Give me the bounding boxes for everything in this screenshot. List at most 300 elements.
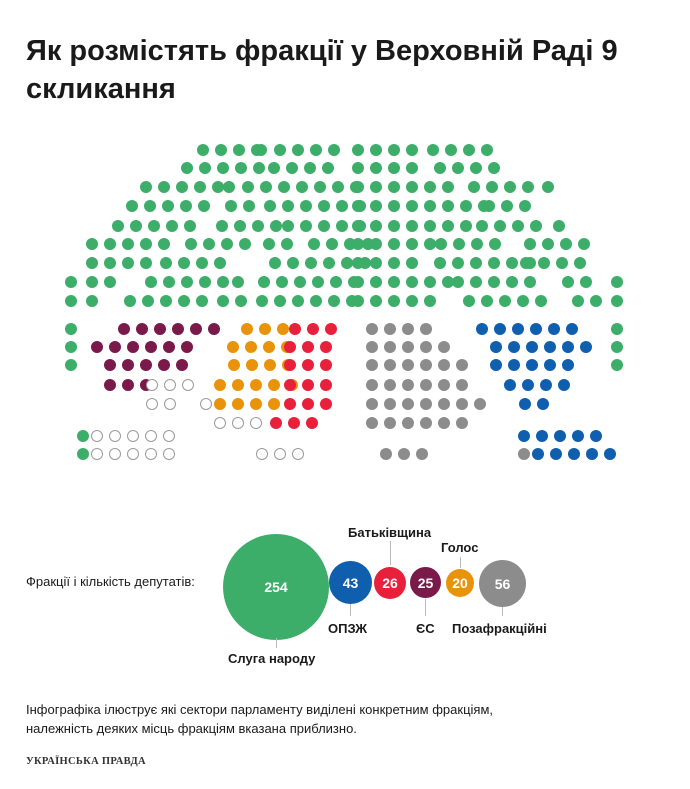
seat-sluha bbox=[434, 162, 446, 174]
seat-batkivshchyna bbox=[307, 323, 319, 335]
seat-opzzh bbox=[568, 448, 580, 460]
seat-sluha bbox=[488, 257, 500, 269]
seat-sluha bbox=[176, 181, 188, 193]
seat-sluha bbox=[178, 257, 190, 269]
seat-es bbox=[140, 359, 152, 371]
seat-sluha bbox=[221, 238, 233, 250]
seat-pozafraktsiini bbox=[366, 359, 378, 371]
seat-sluha bbox=[308, 238, 320, 250]
seat-sluha bbox=[252, 220, 264, 232]
seat-sluha bbox=[481, 144, 493, 156]
seat-sluha bbox=[122, 257, 134, 269]
seat-opzzh bbox=[554, 430, 566, 442]
seat-unassigned bbox=[200, 398, 212, 410]
seat-sluha bbox=[322, 162, 334, 174]
tick-opzzh bbox=[350, 604, 351, 616]
seat-sluha bbox=[506, 257, 518, 269]
seat-opzzh bbox=[526, 341, 538, 353]
seat-sluha bbox=[460, 200, 472, 212]
seat-sluha bbox=[388, 276, 400, 288]
seat-batkivshchyna bbox=[284, 398, 296, 410]
seat-sluha bbox=[197, 144, 209, 156]
seat-sluha bbox=[256, 295, 268, 307]
seat-sluha bbox=[86, 276, 98, 288]
seat-opzzh bbox=[504, 379, 516, 391]
seat-sluha bbox=[268, 162, 280, 174]
seat-pozafraktsiini bbox=[384, 341, 396, 353]
seat-opzzh bbox=[494, 323, 506, 335]
seat-sluha bbox=[196, 257, 208, 269]
seat-es bbox=[104, 359, 116, 371]
seat-opzzh bbox=[590, 430, 602, 442]
seat-batkivshchyna bbox=[306, 417, 318, 429]
seat-pozafraktsiini bbox=[420, 379, 432, 391]
seat-opzzh bbox=[536, 430, 548, 442]
seat-sluha bbox=[292, 144, 304, 156]
tick-sluha bbox=[276, 638, 277, 648]
seat-sluha bbox=[196, 295, 208, 307]
seat-sluha bbox=[427, 144, 439, 156]
seat-sluha bbox=[216, 220, 228, 232]
seat-sluha bbox=[424, 220, 436, 232]
seat-opzzh bbox=[508, 359, 520, 371]
seat-sluha bbox=[300, 220, 312, 232]
seat-sluha bbox=[471, 238, 483, 250]
bubble-label-sluha: Слуга народу bbox=[228, 651, 316, 666]
seat-es bbox=[91, 341, 103, 353]
tick-es bbox=[425, 599, 426, 616]
seat-sluha bbox=[233, 144, 245, 156]
seat-opzzh bbox=[540, 379, 552, 391]
seat-sluha bbox=[388, 144, 400, 156]
seat-sluha bbox=[463, 295, 475, 307]
seat-es bbox=[109, 341, 121, 353]
seat-unassigned bbox=[182, 379, 194, 391]
seat-sluha bbox=[424, 276, 436, 288]
seat-batkivshchyna bbox=[302, 379, 314, 391]
seat-sluha bbox=[215, 144, 227, 156]
seat-sluha bbox=[158, 181, 170, 193]
seat-opzzh bbox=[537, 398, 549, 410]
seat-holos bbox=[259, 323, 271, 335]
seat-unassigned bbox=[274, 448, 286, 460]
seat-sluha bbox=[406, 200, 418, 212]
seat-sluha bbox=[538, 257, 550, 269]
seat-sluha bbox=[178, 295, 190, 307]
seat-sluha bbox=[77, 448, 89, 460]
seat-sluha bbox=[294, 276, 306, 288]
seat-unassigned bbox=[127, 430, 139, 442]
seat-pozafraktsiini bbox=[384, 379, 396, 391]
bubble-batkivshchyna bbox=[374, 567, 406, 599]
seat-sluha bbox=[481, 295, 493, 307]
seat-sluha bbox=[140, 257, 152, 269]
seat-pozafraktsiini bbox=[420, 359, 432, 371]
seat-sluha bbox=[328, 295, 340, 307]
seat-opzzh bbox=[604, 448, 616, 460]
seat-sluha bbox=[522, 181, 534, 193]
seat-sluha bbox=[442, 200, 454, 212]
seat-sluha bbox=[370, 276, 382, 288]
seat-sluha bbox=[424, 295, 436, 307]
seat-sluha bbox=[142, 295, 154, 307]
seat-opzzh bbox=[562, 359, 574, 371]
seat-opzzh bbox=[544, 359, 556, 371]
seat-sluha bbox=[336, 220, 348, 232]
seat-holos bbox=[268, 379, 280, 391]
seat-sluha bbox=[264, 200, 276, 212]
seat-batkivshchyna bbox=[320, 379, 332, 391]
seat-opzzh bbox=[508, 341, 520, 353]
bubble-label-holos: Голос bbox=[441, 540, 479, 555]
seat-sluha bbox=[370, 200, 382, 212]
seat-sluha bbox=[258, 276, 270, 288]
seat-opzzh bbox=[490, 341, 502, 353]
seat-holos bbox=[268, 398, 280, 410]
seat-sluha bbox=[611, 295, 623, 307]
seat-es bbox=[118, 323, 130, 335]
seat-sluha bbox=[560, 238, 572, 250]
seat-sluha bbox=[253, 162, 265, 174]
seat-sluha bbox=[611, 276, 623, 288]
seat-sluha bbox=[184, 220, 196, 232]
seat-sluha bbox=[468, 181, 480, 193]
seat-pozafraktsiini bbox=[438, 379, 450, 391]
seat-sluha bbox=[217, 295, 229, 307]
seat-holos bbox=[264, 359, 276, 371]
seat-es bbox=[181, 341, 193, 353]
seat-holos bbox=[227, 341, 239, 353]
seating-chart bbox=[0, 130, 690, 480]
seat-sluha bbox=[300, 200, 312, 212]
seat-sluha bbox=[406, 162, 418, 174]
seat-unassigned bbox=[164, 398, 176, 410]
seat-sluha bbox=[424, 181, 436, 193]
seat-pozafraktsiini bbox=[366, 379, 378, 391]
seat-batkivshchyna bbox=[320, 398, 332, 410]
seat-pozafraktsiini bbox=[384, 417, 396, 429]
seat-sluha bbox=[234, 220, 246, 232]
seat-sluha bbox=[524, 276, 536, 288]
seat-pozafraktsiini bbox=[366, 341, 378, 353]
seat-sluha bbox=[255, 144, 267, 156]
seat-sluha bbox=[235, 295, 247, 307]
seat-pozafraktsiini bbox=[402, 359, 414, 371]
seat-batkivshchyna bbox=[325, 323, 337, 335]
seat-unassigned bbox=[163, 448, 175, 460]
seat-opzzh bbox=[544, 341, 556, 353]
seat-holos bbox=[232, 379, 244, 391]
bubble-pozafraktsiini bbox=[479, 560, 526, 607]
seat-batkivshchyna bbox=[288, 417, 300, 429]
seat-sluha bbox=[352, 238, 364, 250]
seat-sluha bbox=[145, 276, 157, 288]
seat-unassigned bbox=[109, 448, 121, 460]
seat-pozafraktsiini bbox=[420, 323, 432, 335]
seat-es bbox=[158, 359, 170, 371]
seat-sluha bbox=[65, 359, 77, 371]
seat-pozafraktsiini bbox=[402, 417, 414, 429]
seat-sluha bbox=[185, 238, 197, 250]
seat-pozafraktsiini bbox=[420, 417, 432, 429]
seat-sluha bbox=[274, 144, 286, 156]
seat-unassigned bbox=[146, 398, 158, 410]
seat-sluha bbox=[318, 200, 330, 212]
seat-pozafraktsiini bbox=[438, 359, 450, 371]
seat-sluha bbox=[572, 295, 584, 307]
seat-sluha bbox=[318, 220, 330, 232]
seat-sluha bbox=[370, 238, 382, 250]
seat-es bbox=[176, 359, 188, 371]
seat-sluha bbox=[242, 181, 254, 193]
seat-opzzh bbox=[518, 430, 530, 442]
seat-sluha bbox=[160, 295, 172, 307]
seat-opzzh bbox=[526, 359, 538, 371]
seat-sluha bbox=[370, 162, 382, 174]
seat-unassigned bbox=[145, 430, 157, 442]
seat-sluha bbox=[506, 276, 518, 288]
seat-sluha bbox=[488, 276, 500, 288]
seat-sluha bbox=[282, 200, 294, 212]
seat-sluha bbox=[323, 257, 335, 269]
seat-sluha bbox=[452, 257, 464, 269]
seat-sluha bbox=[452, 162, 464, 174]
seat-sluha bbox=[140, 238, 152, 250]
seat-sluha bbox=[388, 200, 400, 212]
seat-sluha bbox=[406, 238, 418, 250]
bubble-value-holos: 20 bbox=[452, 575, 468, 591]
seat-pozafraktsiini bbox=[438, 341, 450, 353]
seat-sluha bbox=[292, 295, 304, 307]
seat-sluha bbox=[235, 162, 247, 174]
seat-sluha bbox=[370, 295, 382, 307]
seat-sluha bbox=[512, 220, 524, 232]
seat-sluha bbox=[580, 276, 592, 288]
seat-sluha bbox=[232, 276, 244, 288]
seat-es bbox=[104, 379, 116, 391]
seat-sluha bbox=[494, 220, 506, 232]
seat-sluha bbox=[239, 238, 251, 250]
seat-sluha bbox=[274, 295, 286, 307]
seat-unassigned bbox=[214, 417, 226, 429]
seat-opzzh bbox=[548, 323, 560, 335]
seat-sluha bbox=[304, 162, 316, 174]
seat-pozafraktsiini bbox=[420, 341, 432, 353]
seat-holos bbox=[250, 379, 262, 391]
seat-sluha bbox=[65, 323, 77, 335]
seat-sluha bbox=[442, 181, 454, 193]
seat-sluha bbox=[65, 341, 77, 353]
seat-pozafraktsiini bbox=[384, 323, 396, 335]
seat-sluha bbox=[488, 162, 500, 174]
seat-batkivshchyna bbox=[302, 359, 314, 371]
seat-sluha bbox=[330, 276, 342, 288]
seat-sluha bbox=[434, 257, 446, 269]
seat-batkivshchyna bbox=[320, 341, 332, 353]
seat-holos bbox=[277, 323, 289, 335]
seat-unassigned bbox=[146, 379, 158, 391]
seat-sluha bbox=[104, 238, 116, 250]
seat-sluha bbox=[388, 220, 400, 232]
seat-sluha bbox=[287, 257, 299, 269]
seat-pozafraktsiini bbox=[518, 448, 530, 460]
seat-holos bbox=[263, 341, 275, 353]
seat-sluha bbox=[104, 276, 116, 288]
seat-sluha bbox=[332, 181, 344, 193]
seat-sluha bbox=[553, 220, 565, 232]
seat-sluha bbox=[611, 341, 623, 353]
seat-pozafraktsiini bbox=[366, 398, 378, 410]
seat-sluha bbox=[542, 238, 554, 250]
infographic-note: Інфографіка ілюструє які сектори парламенту виділені конкретним фракціям, належність деяких місць фракціям вказана приблизно. bbox=[26, 702, 493, 736]
seat-sluha bbox=[442, 220, 454, 232]
bubble-holos bbox=[446, 569, 474, 597]
seat-sluha bbox=[574, 257, 586, 269]
seat-pozafraktsiini bbox=[380, 448, 392, 460]
seat-sluha bbox=[225, 200, 237, 212]
seat-sluha bbox=[278, 181, 290, 193]
seat-sluha bbox=[388, 181, 400, 193]
seat-sluha bbox=[352, 220, 364, 232]
seat-holos bbox=[245, 341, 257, 353]
seat-sluha bbox=[148, 220, 160, 232]
seat-sluha bbox=[435, 238, 447, 250]
seat-unassigned bbox=[250, 417, 262, 429]
seat-sluha bbox=[270, 220, 282, 232]
seat-sluha bbox=[519, 200, 531, 212]
seat-sluha bbox=[130, 220, 142, 232]
seat-sluha bbox=[122, 238, 134, 250]
seat-pozafraktsiini bbox=[384, 359, 396, 371]
seat-sluha bbox=[124, 295, 136, 307]
legend-label: Фракції і кількість депутатів: bbox=[26, 574, 195, 589]
seat-pozafraktsiini bbox=[456, 398, 468, 410]
seat-sluha bbox=[223, 181, 235, 193]
seat-sluha bbox=[535, 295, 547, 307]
page-title: Як розмістять фракції у Верховній Раді 9 скликання bbox=[26, 35, 618, 105]
seat-sluha bbox=[352, 162, 364, 174]
seat-sluha bbox=[460, 220, 472, 232]
seat-sluha bbox=[452, 276, 464, 288]
bubble-value-opzzh: 43 bbox=[342, 574, 359, 591]
seat-sluha bbox=[370, 257, 382, 269]
bubble-opzzh bbox=[329, 561, 372, 604]
seat-unassigned bbox=[91, 448, 103, 460]
seat-sluha bbox=[194, 181, 206, 193]
seat-pozafraktsiini bbox=[474, 398, 486, 410]
seat-sluha bbox=[578, 238, 590, 250]
seat-es bbox=[190, 323, 202, 335]
seat-sluha bbox=[352, 295, 364, 307]
seat-sluha bbox=[65, 276, 77, 288]
seat-opzzh bbox=[519, 398, 531, 410]
bubble-label-pozafraktsiini: Позафракційні bbox=[452, 621, 547, 636]
seat-sluha bbox=[424, 200, 436, 212]
seat-sluha bbox=[542, 181, 554, 193]
seat-sluha bbox=[463, 144, 475, 156]
seat-sluha bbox=[65, 295, 77, 307]
seat-opzzh bbox=[550, 448, 562, 460]
ukrainska-pravda-logo: УКРАЇНСЬКА ПРАВДА bbox=[26, 756, 146, 767]
bubble-label-es: ЄС bbox=[416, 621, 435, 636]
seat-holos bbox=[246, 359, 258, 371]
seat-sluha bbox=[406, 295, 418, 307]
seat-sluha bbox=[328, 144, 340, 156]
seat-sluha bbox=[180, 200, 192, 212]
seat-sluha bbox=[126, 200, 138, 212]
seat-sluha bbox=[163, 276, 175, 288]
seat-sluha bbox=[314, 181, 326, 193]
seat-opzzh bbox=[490, 359, 502, 371]
bubble-value-pozafraktsiini: 56 bbox=[494, 575, 511, 592]
seat-batkivshchyna bbox=[284, 341, 296, 353]
seat-pozafraktsiini bbox=[398, 448, 410, 460]
seat-sluha bbox=[144, 200, 156, 212]
seat-es bbox=[127, 341, 139, 353]
seat-sluha bbox=[352, 181, 364, 193]
seat-opzzh bbox=[532, 448, 544, 460]
seat-sluha bbox=[286, 162, 298, 174]
seat-sluha bbox=[445, 144, 457, 156]
seat-opzzh bbox=[476, 323, 488, 335]
seat-sluha bbox=[199, 162, 211, 174]
seat-holos bbox=[250, 398, 262, 410]
seat-opzzh bbox=[572, 430, 584, 442]
seat-opzzh bbox=[530, 323, 542, 335]
seat-unassigned bbox=[232, 417, 244, 429]
seat-es bbox=[154, 323, 166, 335]
seat-pozafraktsiini bbox=[438, 417, 450, 429]
seat-es bbox=[172, 323, 184, 335]
seat-batkivshchyna bbox=[284, 379, 296, 391]
seat-sluha bbox=[296, 181, 308, 193]
seat-pozafraktsiini bbox=[402, 323, 414, 335]
seat-sluha bbox=[388, 257, 400, 269]
seat-unassigned bbox=[127, 448, 139, 460]
bubble-value-batkivshchyna: 26 bbox=[382, 575, 398, 591]
seat-es bbox=[122, 379, 134, 391]
seat-sluha bbox=[181, 162, 193, 174]
seat-sluha bbox=[388, 238, 400, 250]
tick-pozafraktsiini bbox=[502, 607, 503, 616]
seat-unassigned bbox=[109, 430, 121, 442]
seat-unassigned bbox=[292, 448, 304, 460]
seat-batkivshchyna bbox=[302, 341, 314, 353]
seat-sluha bbox=[406, 181, 418, 193]
seat-sluha bbox=[562, 276, 574, 288]
seat-sluha bbox=[530, 220, 542, 232]
seat-sluha bbox=[203, 238, 215, 250]
seat-sluha bbox=[160, 257, 172, 269]
seat-sluha bbox=[388, 295, 400, 307]
seat-opzzh bbox=[580, 341, 592, 353]
seat-sluha bbox=[406, 276, 418, 288]
seat-es bbox=[208, 323, 220, 335]
bubble-label-opzzh: ОПЗЖ bbox=[328, 621, 368, 636]
seat-batkivshchyna bbox=[289, 323, 301, 335]
seat-es bbox=[136, 323, 148, 335]
seat-es bbox=[122, 359, 134, 371]
seat-sluha bbox=[263, 238, 275, 250]
seat-sluha bbox=[370, 181, 382, 193]
seat-sluha bbox=[326, 238, 338, 250]
seat-opzzh bbox=[562, 341, 574, 353]
seat-sluha bbox=[486, 181, 498, 193]
seat-sluha bbox=[86, 295, 98, 307]
seat-unassigned bbox=[91, 430, 103, 442]
seat-sluha bbox=[470, 162, 482, 174]
seat-sluha bbox=[162, 200, 174, 212]
